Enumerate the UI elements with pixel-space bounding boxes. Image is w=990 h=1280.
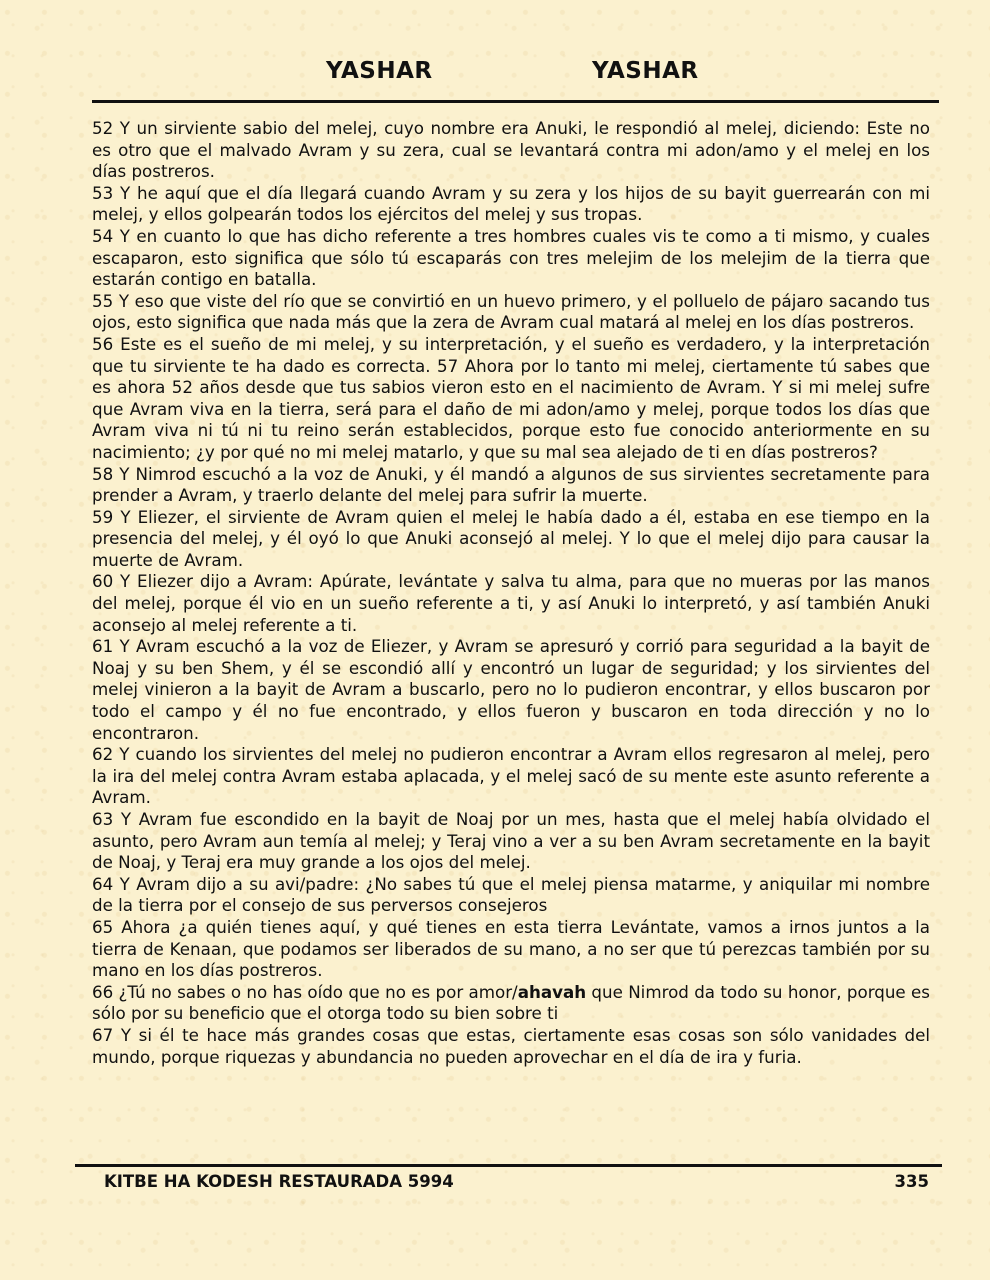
header-rule bbox=[92, 100, 939, 103]
text-body bbox=[92, 118, 930, 1068]
verse-63: 63 Y Avram fue escondido en la bayit de Noaj por un mes, hasta que el melej había olvidado el asunto, pero Avram aun temía al melej; y Teraj vino a ver a su ben Avram secretamente en la bayit de Noaj, y Teraj era muy grande a los ojos del melej. bbox=[92, 809, 930, 873]
header-title-left: YASHAR bbox=[326, 58, 433, 84]
verse-66-text-start: 66 ¿Tú no sabes o no has oído que no es por amor/ bbox=[92, 981, 518, 1002]
footer-rule bbox=[75, 1164, 942, 1167]
verse-62: 62 Y cuando los sirvientes del melej no pudieron encontrar a Avram ellos regresaron al melej, pero la ira del melej contra Avram estaba aplacada, y el melej sacó de su mente este asunto referente a Avram. bbox=[92, 744, 930, 808]
page-header bbox=[0, 58, 990, 92]
verse-61: 61 Y Avram escuchó a la voz de Eliezer, y Avram se apresuró y corrió para seguridad a la bayit de Noaj y su ben Shem, y él se escondió allí y encontró un lugar de seguridad; y los sirvientes del melej vinieron a la bayit de Avram a buscarlo, pero no lo pudieron encontrar, y ellos buscaron por todo el campo y él no fue encontrado, y ellos fueron y buscaron en toda dirección y no lo encontraron. bbox=[92, 636, 930, 743]
verse-64: 64 Y Avram dijo a su avi/padre: ¿No sabes tú que el melej piensa matarme, y aniquilar mi nombre de la tierra por el consejo de sus perversos consejeros bbox=[92, 873, 930, 916]
verse-54: 54 Y en cuanto lo que has dicho referente a tres hombres cuales vis te como a ti mismo, y cuales escaparon, esto significa que sólo tú escaparás con tres melejim de los melejim de la tierra que estarán contigo en batalla. bbox=[92, 225, 930, 290]
verse-66 bbox=[92, 982, 930, 1025]
verse-66-bold-word: ahavah bbox=[517, 981, 587, 1002]
verse-53: 53 Y he aquí que el día llegará cuando Avram y su zera y los hijos de su bayit guerrearán con mi melej, y ellos golpearán todos los ejércitos del melej y sus tropas. bbox=[92, 182, 930, 225]
header-title-right: YASHAR bbox=[592, 58, 699, 84]
footer-book-title: KITBE HA KODESH RESTAURADA 5994 bbox=[104, 1172, 454, 1191]
page-number: 335 bbox=[894, 1172, 929, 1191]
verse-52: 52 Y un sirviente sabio del melej, cuyo nombre era Anuki, le respondió al melej, diciendo: Este no es otro que el malvado Avram y su zera, cual se levantará contra mi adon/amo y el melej en los días postreros. bbox=[92, 118, 930, 182]
verse-60: 60 Y Eliezer dijo a Avram: Apúrate, levántate y salva tu alma, para que no mueras por las manos del melej, porque él vio en un sueño referente a ti, y así Anuki lo interpretó, y así también Anuki aconsejo al melej referente a ti. bbox=[92, 571, 930, 635]
verse-58: 58 Y Nimrod escuchó a la voz de Anuki, y él mandó a algunos de sus sirvientes secretamente para prender a Avram, y traerlo delante del melej para sufrir la muerte. bbox=[92, 463, 930, 506]
verse-56-57: 56 Este es el sueño de mi melej, y su interpretación, y el sueño es verdadero, y la interpretación que tu sirviente te ha dado es correcta. 57 Ahora por lo tanto mi melej, ciertamente tú sabes que es ahora 52 años desde que tus sabios vieron esto en el nacimiento de Avram. Y si mi melej sufre que Avram viva en la tierra, será para el daño de mi adon/amo y melej, porque todos los días que Avram viva ni tú ni tu reino serán establecidos, porque esto fue conocido anteriormente en su nacimiento; ¿y por qué no mi melej matarlo, y que su mal sea alejado de ti en días postreros? bbox=[92, 333, 930, 462]
verse-59: 59 Y Eliezer, el sirviente de Avram quien el melej le había dado a él, estaba en ese tiempo en la presencia del melej, y él oyó lo que Anuki aconsejó al melej. Y lo que el melej dijo para causar la muerte de Avram. bbox=[92, 506, 930, 570]
verse-65: 65 Ahora ¿a quién tienes aquí, y qué tienes en esta tierra Levántate, vamos a irnos juntos a la tierra de Kenaan, que podamos ser liberados de su mano, a no ser que tú perezcas también por su mano en los días postreros. bbox=[92, 916, 930, 981]
verse-55: 55 Y eso que viste del río que se convirtió en un huevo primero, y el polluelo de pájaro sacando tus ojos, esto significa que nada más que la zera de Avram cual matará al melej en los días postreros. bbox=[92, 290, 930, 333]
verse-67: 67 Y si él te hace más grandes cosas que estas, ciertamente esas cosas son sólo vanidades del mundo, porque riquezas y abundancia no pueden aprovechar en el día de ira y furia. bbox=[92, 1024, 930, 1067]
verse-66-text-end: que Nimrod da todo su honor, porque es sólo por su beneficio que el otorga todo su bien sobre ti bbox=[92, 981, 930, 1024]
